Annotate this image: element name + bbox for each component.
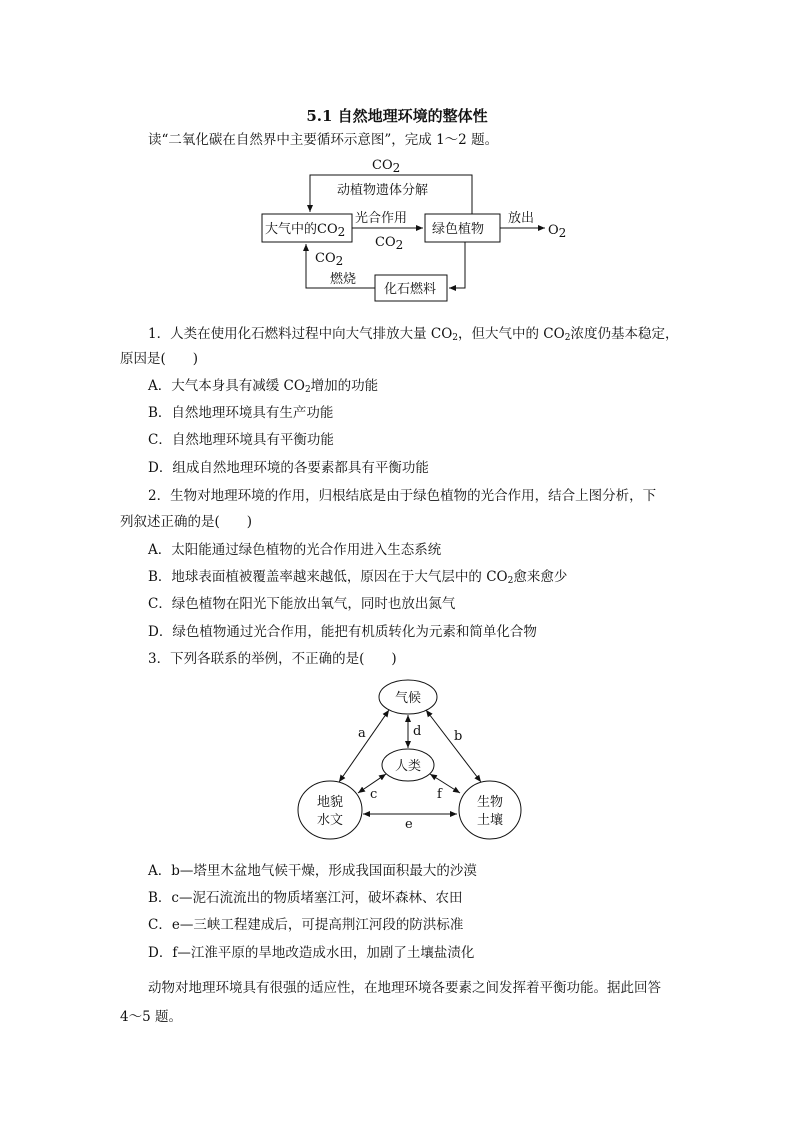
link-a xyxy=(339,710,389,782)
link-f xyxy=(430,774,460,793)
bio-label-1: 生物 xyxy=(477,795,504,810)
q2-option-c[interactable]: C．绿色植物在阳光下能放出氧气，同时也放出氮气 xyxy=(148,596,456,612)
q3-stem: 3．下列各联系的举例，不正确的是( ) xyxy=(148,651,397,667)
decompose-label: 动植物遗体分解 xyxy=(337,183,429,198)
q1-option-c[interactable]: C．自然地理环境具有平衡功能 xyxy=(148,432,334,448)
element-relation-diagram xyxy=(0,670,794,850)
q3-option-a[interactable]: A．b—塔里木盆地气候干燥，形成我国面积最大的沙漠 xyxy=(148,863,477,879)
paragraph-line1: 动物对地理环境具有很强的适应性，在地理环境各要素之间发挥着平衡功能。据此回答 xyxy=(148,980,661,996)
page-title: 5.1 自然地理环境的整体性 xyxy=(306,107,488,125)
plants-label: 绿色植物 xyxy=(432,222,485,237)
intro-text: 读“二氧化碳在自然界中主要循环示意图”，完成 1～2 题。 xyxy=(148,132,499,148)
climate-label: 气候 xyxy=(395,691,422,706)
landform-label-1: 地貌 xyxy=(317,795,344,810)
q1-stem: 1．人类在使用化石燃料过程中向大气排放大量 $CO_2$，但大气中的 $CO_2$浓度仍基本稳定， xyxy=(148,326,679,343)
bio-soil-node xyxy=(459,781,521,839)
q1-stem-line2: 原因是( ) xyxy=(120,351,199,367)
q2-stem-line2: 列叙述正确的是( ) xyxy=(120,514,253,530)
label-e: e xyxy=(405,817,413,832)
fossil-label: 化石燃料 xyxy=(384,282,437,297)
q1-option-a[interactable]: A．大气本身具有减缓 $CO_2$增加的功能 xyxy=(148,378,379,395)
label-f: f xyxy=(437,787,442,802)
q2-option-b[interactable]: B．地球表面植被覆盖率越来越低，原因在于大气层中的 $CO_2$愈来愈少 xyxy=(148,569,568,586)
q3-option-d[interactable]: D．f—江淮平原的旱地改造成水田，加剧了土壤盐渍化 xyxy=(148,945,475,961)
label-a: a xyxy=(358,726,366,741)
q2-option-a[interactable]: A．太阳能通过绿色植物的光合作用进入生态系统 xyxy=(148,542,442,558)
q2-stem: 2．生物对地理环境的作用，归根结底是由于绿色植物的光合作用，结合上图分析，下 xyxy=(148,488,657,504)
co2-left-label: CO2 xyxy=(315,251,344,268)
paragraph-line2: 4～5 题。 xyxy=(120,1009,182,1025)
landform-node xyxy=(298,781,362,839)
label-b: b xyxy=(454,729,463,744)
burn-label: 燃烧 xyxy=(330,272,357,287)
q3-option-b[interactable]: B．c—泥石流流出的物质堵塞江河，破坏森林、农田 xyxy=(148,890,463,906)
q3-option-c[interactable]: C．e—三峡工程建成后，可提高荆江河段的防洪标准 xyxy=(148,917,464,933)
photosynthesis-label: 光合作用 xyxy=(355,211,408,226)
release-label: 放出 xyxy=(508,211,535,226)
label-c: c xyxy=(370,787,378,802)
landform-label-2: 水文 xyxy=(317,813,344,828)
q1-option-b[interactable]: B．自然地理环境具有生产功能 xyxy=(148,405,334,421)
atmosphere-label: 大气中的CO2 xyxy=(265,222,346,239)
co2-top-label: CO2 xyxy=(372,158,401,175)
human-label: 人类 xyxy=(395,759,422,774)
bio-label-2: 土壤 xyxy=(477,813,504,828)
co2-cycle-diagram xyxy=(0,0,794,310)
q2-option-d[interactable]: D．绿色植物通过光合作用，能把有机质转化为元素和简单化合物 xyxy=(148,624,537,640)
o2-label: O2 xyxy=(548,223,567,240)
co2-mid-label: CO2 xyxy=(375,235,404,252)
link-b xyxy=(426,710,481,782)
q1-option-d[interactable]: D．组成自然地理环境的各要素都具有平衡功能 xyxy=(148,460,429,476)
fossilize-arrow xyxy=(449,242,465,288)
label-d: d xyxy=(413,724,422,739)
